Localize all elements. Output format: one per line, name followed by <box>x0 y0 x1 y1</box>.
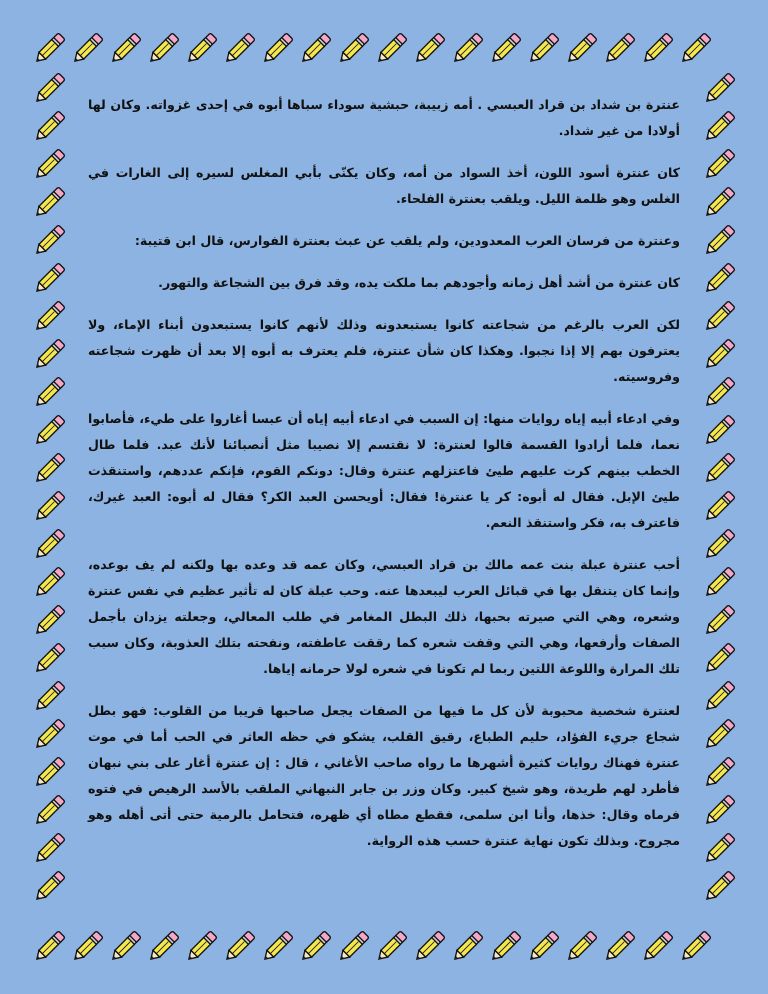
pencil-icon <box>182 928 220 966</box>
pencil-icon <box>258 30 296 68</box>
pencil-icon <box>524 928 562 966</box>
paragraph-ibn-qutaybah: كان عنترة من أشد أهل زمانه وأجودهم بما ملكت يده، وقد فرق بين الشجاعة والتهور. <box>158 275 680 290</box>
pencil-icon <box>700 374 738 412</box>
pencil-icon <box>700 298 738 336</box>
pencil-icon <box>638 928 676 966</box>
pencil-icon <box>600 30 638 68</box>
pencil-icon <box>30 30 68 68</box>
pencil-icon <box>30 678 68 716</box>
pencil-icon <box>30 184 68 222</box>
pencil-icon <box>700 108 738 146</box>
pencil-icon <box>296 928 334 966</box>
pencil-icon <box>700 716 738 754</box>
pencil-icon <box>700 678 738 716</box>
pencil-icon <box>30 754 68 792</box>
pencil-icon <box>220 928 258 966</box>
pencil-icon <box>30 640 68 678</box>
pencil-icon <box>30 564 68 602</box>
paragraph-recognition: لكن العرب بالرغم من شجاعته كانوا يستبعدونه وذلك لأنهم كانوا يستبعدون أبناء الإماء، ولا يعترفون بهم إلا إذا نجبوا. وهكذا كان شأن عنترة، فلم يعترف به أبوه إلا بعد أن ظهرت شجاعته وفروسيته. <box>88 317 680 384</box>
pencil-icon <box>106 928 144 966</box>
pencil-icon <box>30 298 68 336</box>
pencil-icon <box>448 928 486 966</box>
pencil-icon <box>372 30 410 68</box>
pencil-icon <box>700 488 738 526</box>
pencil-icon <box>30 222 68 260</box>
pencil-icon <box>700 412 738 450</box>
pencil-icon <box>30 146 68 184</box>
pencil-icon <box>30 928 68 966</box>
pencil-icon <box>144 30 182 68</box>
pencil-icon <box>700 754 738 792</box>
pencil-icon <box>676 928 714 966</box>
pencil-icon <box>30 336 68 374</box>
pencil-icon <box>448 30 486 68</box>
pencil-icon <box>700 146 738 184</box>
pencil-icon <box>524 30 562 68</box>
pencil-icon <box>372 928 410 966</box>
pencil-icon <box>68 30 106 68</box>
pencil-icon <box>486 30 524 68</box>
pencil-icon <box>30 830 68 868</box>
pencil-icon <box>700 602 738 640</box>
pencil-icon <box>638 30 676 68</box>
pencil-icon <box>700 564 738 602</box>
pencil-icon <box>220 30 258 68</box>
pencil-icon <box>30 450 68 488</box>
pencil-icon <box>30 70 68 108</box>
paragraph-intro: عنترة بن شداد بن قراد العبسي . أمه زبيبة، حبشية سوداء سباها أبوه في إحدى غزواته. وكان لها أولادا من غير شداد. <box>88 97 680 138</box>
pencil-icon <box>700 640 738 678</box>
pencil-icon <box>296 30 334 68</box>
pencil-icon <box>68 928 106 966</box>
pencil-icon <box>30 374 68 412</box>
paragraph-claim-story: وفي ادعاء أبيه إياه روايات منها: إن السبب في ادعاء أبيه إياه أن عبسا أغاروا على طيء، فأصابوا نعما، فلما أرادوا القسمة قالوا لعنترة: لا نقتسم إلا نصيبا مثل أنصبائنا لأنك عبد. فلما طال الخطب بينهم كرت عليهم طيئ فاعتزلهم عنترة وقال: دونكم القوم، فإنكم عددهم، واستنقذت طيئ الإبل. فقال له أبوه: كر يا عنترة! فقال: أويحسن العبد الكر؟ فقال له أبوه: العبد غيرك، فاعترف به، فكر واستنقذ النعم. <box>88 411 680 530</box>
pencil-icon <box>30 526 68 564</box>
pencil-icon <box>144 928 182 966</box>
pencil-icon <box>334 928 372 966</box>
pencil-icon <box>30 868 68 906</box>
pencil-icon <box>700 792 738 830</box>
pencil-icon <box>30 602 68 640</box>
paragraph-color: كان عنترة أسود اللون، أخذ السواد من أمه، وكان يكنّى بأبي المغلس لسيره إلى الغارات في الغلس وهو ظلمة الليل. ويلقب بعنترة الفلحاء. <box>88 165 680 206</box>
pencil-icon <box>700 222 738 260</box>
paragraph-knights: وعنترة من فرسان العرب المعدودين، ولم يلقب عن عبث بعنترة الفوارس، قال ابن قتيبة: <box>134 233 680 248</box>
pencil-icon <box>30 792 68 830</box>
pencil-icon <box>600 928 638 966</box>
pencil-icon <box>410 30 448 68</box>
pencil-icon <box>700 184 738 222</box>
pencil-icon <box>30 716 68 754</box>
pencil-icon <box>562 928 600 966</box>
pencil-border-top <box>30 30 714 68</box>
pencil-icon <box>700 336 738 374</box>
document-body <box>88 92 680 870</box>
pencil-icon <box>30 260 68 298</box>
pencil-icon <box>258 928 296 966</box>
pencil-icon <box>700 70 738 108</box>
pencil-icon <box>486 928 524 966</box>
pencil-icon <box>676 30 714 68</box>
pencil-icon <box>410 928 448 966</box>
pencil-icon <box>106 30 144 68</box>
pencil-icon <box>700 868 738 906</box>
paragraph-abla: أحب عنترة عبلة بنت عمه مالك بن قراد العبسي، وكان عمه قد وعده بها ولكنه لم يف بوعده، وإنما كان يتنقل بها في قبائل العرب ليبعدها عنه. وحب عبلة كان له تأثير عظيم في نفس عنترة وشعره، وهي التي صيرته بحبها، ذلك البطل المغامر في طلب المعالي، وجعلته يزدان بأجمل الصفات وأرفعها، وهي التي وقفت شعره كما رققت عاطفته، ونفحته بتلك العذوبة، وكان سبب تلك المرارة واللوعة اللتين ربما لم تكونا في شعره لولا حرمانه إياها. <box>88 557 680 676</box>
pencil-icon <box>562 30 600 68</box>
pencil-icon <box>700 450 738 488</box>
paragraph-death: لعنترة شخصية محبوبة لأن كل ما فيها من الصفات يجعل صاحبها قريبا من القلوب: فهو بطل شجاع جريء الفؤاد، حليم الطباع، رقيق القلب، يشكو في حظه العاثر في الحب أما في موت عنترة فهناك روايات كثيرة أشهرها ما رواه صاحب الأغاني ، قال : إن عنترة أغار على بني نبهان فأطرد لهم طريدة، وهو شيخ كبير. وكان وزر بن جابر النبهاني الملقب بالأسد الرهيص في فتوه فرماه وقال: خذها، وأنا ابن سلمى، فقطع مطاه أي ظهره، فتحامل بالرمية حتى أتى أهله وهو مجروح. وبذلك تكون نهاية عنترة حسب هذه الرواية. <box>88 703 680 848</box>
pencil-border-left <box>30 70 68 906</box>
pencil-icon <box>700 526 738 564</box>
pencil-icon <box>182 30 220 68</box>
pencil-icon <box>30 488 68 526</box>
pencil-icon <box>700 830 738 868</box>
pencil-border-right <box>700 70 738 906</box>
pencil-icon <box>30 108 68 146</box>
pencil-icon <box>30 412 68 450</box>
pencil-icon <box>700 260 738 298</box>
pencil-border-bottom <box>30 928 714 966</box>
pencil-icon <box>334 30 372 68</box>
